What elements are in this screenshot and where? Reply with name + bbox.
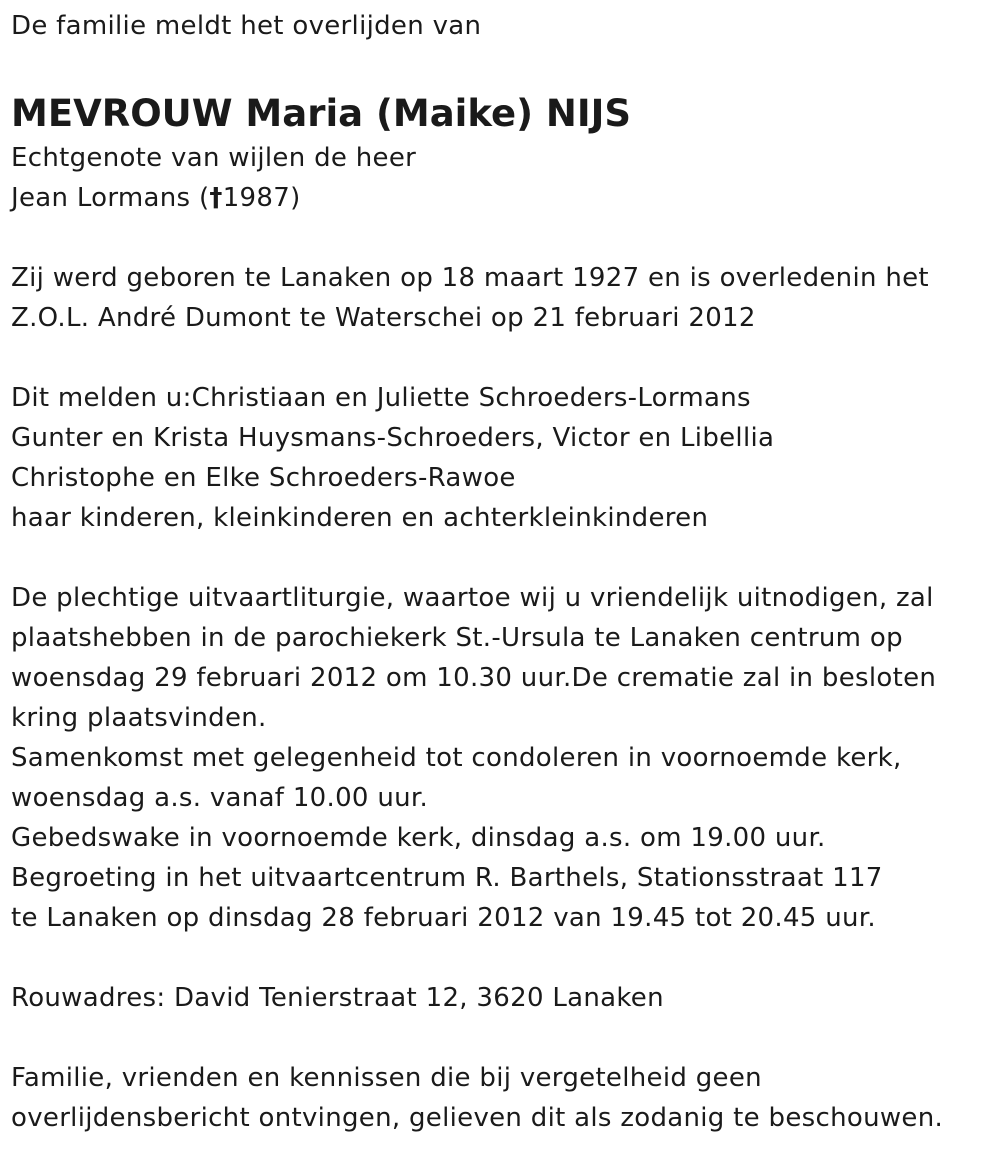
closing-line: Familie, vrienden en kennissen die bij vergetelheid geen [11, 1063, 762, 1093]
cross-icon: † [209, 183, 223, 213]
spouse-name-line [11, 178, 986, 218]
spacer [11, 338, 986, 378]
ceremony-line: Gebedswake in voornoemde kerk, dinsdag a.s. om 19.00 uur. [11, 823, 826, 853]
family-line: haar kinderen, kleinkinderen en achterkleinkinderen [11, 503, 709, 533]
spacer [11, 1018, 986, 1058]
death-notice [11, 6, 986, 1138]
spacer [11, 538, 986, 578]
spouse-name: Jean Lormans ( [11, 183, 210, 213]
spacer [11, 218, 986, 258]
family-line: Dit melden u:Christiaan en Juliette Schroeders-Lormans [11, 383, 751, 413]
birth-death-line: Z.O.L. André Dumont te Waterschei op 21 februari 2012 [11, 303, 756, 333]
spacer [11, 46, 986, 86]
ceremony-line: Begroeting in het uitvaartcentrum R. Barthels, Stationsstraat 117 [11, 863, 883, 893]
ceremony-line: woensdag 29 februari 2012 om 10.30 uur.De crematie zal in besloten [11, 663, 937, 693]
ceremony-line: woensdag a.s. vanaf 10.00 uur. [11, 783, 429, 813]
intro-text: De familie meldt het overlijden van [11, 11, 482, 41]
spouse-death-year: 1987) [222, 183, 301, 213]
ceremony-line: kring plaatsvinden. [11, 703, 267, 733]
ceremony-line: te Lanaken op dinsdag 28 februari 2012 van 19.45 tot 20.45 uur. [11, 903, 876, 933]
birth-death-line: Zij werd geboren te Lanaken op 18 maart 1927 en is overledenin het [11, 263, 929, 293]
deceased-name: MEVROUW Maria (Maike) NIJS [11, 92, 632, 135]
ceremony-line: plaatshebben in de parochiekerk St.-Ursula te Lanaken centrum op [11, 623, 903, 653]
ceremony-line: De plechtige uitvaartliturgie, waartoe wij u vriendelijk uitnodigen, zal [11, 583, 934, 613]
ceremony-line: Samenkomst met gelegenheid tot condoleren in voornoemde kerk, [11, 743, 902, 773]
closing-line: overlijdensbericht ontvingen, gelieven dit als zodanig te beschouwen. [11, 1103, 944, 1133]
spacer [11, 938, 986, 978]
family-line: Gunter en Krista Huysmans-Schroeders, Victor en Libellia [11, 423, 775, 453]
mourning-address: Rouwadres: David Tenierstraat 12, 3620 Lanaken [11, 983, 664, 1013]
family-line: Christophe en Elke Schroeders-Rawoe [11, 463, 516, 493]
spouse-line: Echtgenote van wijlen de heer [11, 143, 417, 173]
